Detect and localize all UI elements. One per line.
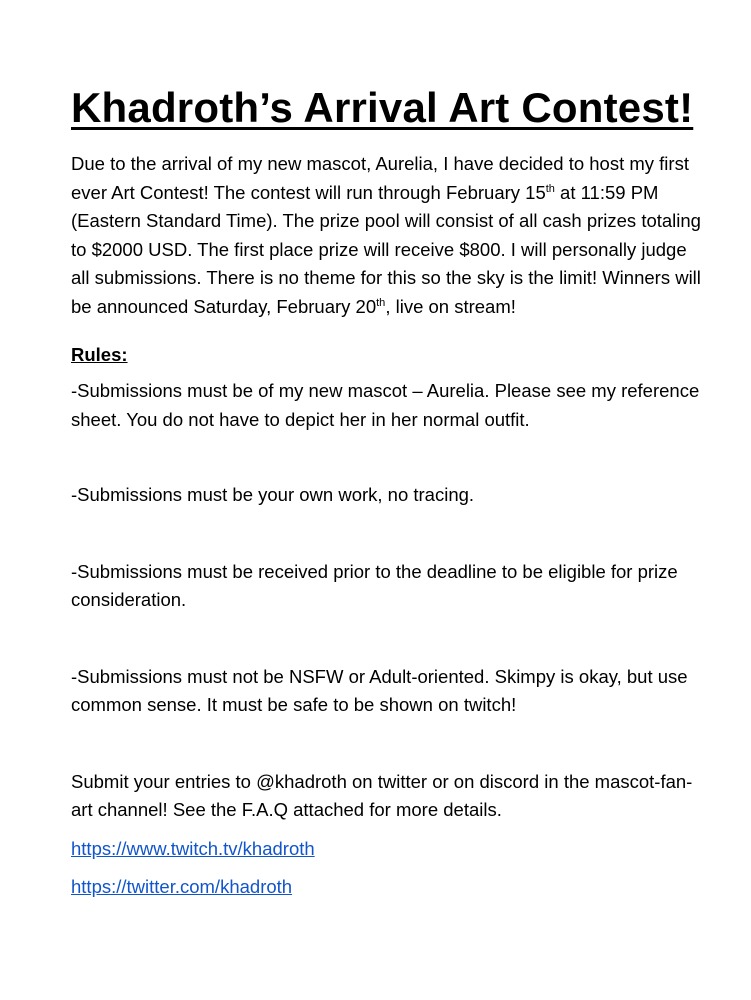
document-page	[71, 80, 701, 901]
ordinal-suffix-1: th	[545, 182, 555, 195]
rule-item-mascot: -Submissions must be of my new mascot – Aurelia. Please see my reference sheet. You do not have to depict her in her normal outfit.	[71, 380, 700, 430]
rule-item-deadline: -Submissions must be received prior to the deadline to be eligible for prize consideration.	[71, 560, 678, 610]
rule-item-sfw: -Submissions must not be NSFW or Adult-oriented. Skimpy is okay, but use common sense. It must be safe to be shown on twitch!	[71, 665, 688, 715]
submission-instructions: Submit your entries to @khadroth on twitter or on discord in the mascot-fan-art channel! See the F.A.Q attached for more details.	[71, 770, 693, 820]
intro-paragraph	[71, 150, 701, 321]
twitch-link[interactable]: https://www.twitch.tv/khadroth	[71, 837, 315, 859]
twitter-link[interactable]: https://twitter.com/khadroth	[71, 875, 293, 897]
intro-text-part-3: , live on stream!	[385, 295, 516, 317]
intro-text-part-1: Due to the arrival of my new mascot, Aurelia, I have decided to host my first ever Art Contest! The contest will run through February 15	[71, 153, 689, 203]
rules-heading: Rules:	[71, 344, 128, 365]
ordinal-suffix-2: th	[376, 296, 386, 309]
rule-item-own-work: -Submissions must be your own work, no tracing.	[71, 484, 475, 505]
intro-text-part-2: at 11:59 PM (Eastern Standard Time). The prize pool will consist of all cash prizes totaling to $2000 USD. The first place prize will receive $800. I will personally judge all submissions. There is no theme for this so the sky is the limit! Winners will be announced Saturday, February 20	[71, 181, 701, 317]
document-title: Khadroth’s Arrival Art Contest!	[71, 84, 694, 131]
